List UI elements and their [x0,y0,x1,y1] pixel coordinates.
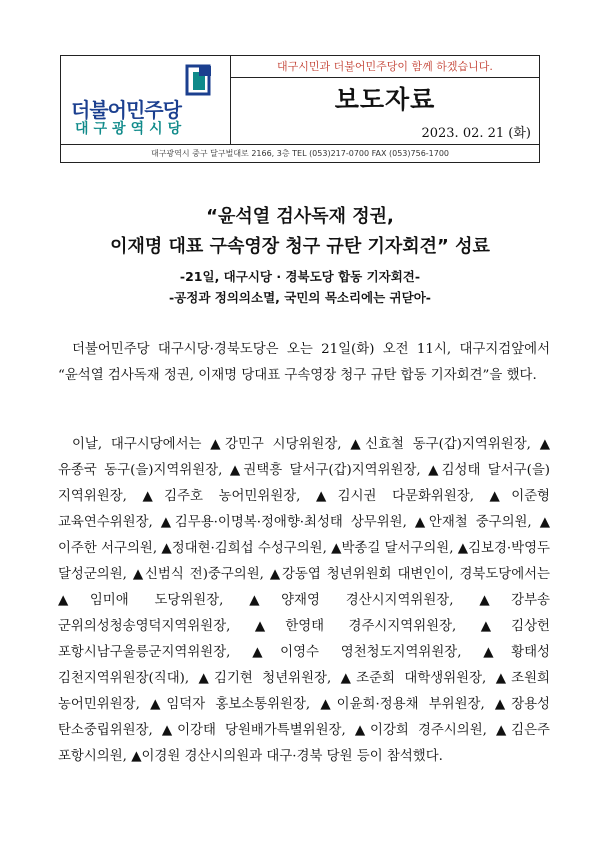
contact-address: 대구광역시 중구 달구벌대로 2166, 3층 TEL (053)217-0700 FAX (053)756-1700 [60,145,540,163]
body-paragraph-1: 더불어민주당 대구시당·경북도당은 오는 21일(화) 오전 11시, 대구지검앞에서 “윤석열 검사독재 정권, 이재명 당대표 구속영장 청구 규탄 합동 기자회견”을 했다. [58,342,550,383]
party-emblem-icon [185,64,213,98]
press-header [60,55,540,145]
logo-branch-name: 대구광역시당 [75,121,187,137]
press-release-title: 보도자료 [334,85,436,114]
logo-party-name: 더불어민주당 [71,98,181,122]
subheadline-2: -공정과 정의의소멸, 국민의 목소리에는 귀닫아- [169,290,431,305]
slogan: 대구시민과 더불어민주당이 함께 하겠습니다. [231,56,539,78]
party-logo [61,56,231,144]
body-paragraph-2: 이날, 대구시당에서는 ▲강민구 시당위원장, ▲신효철 동구(갑)지역위원장, ▲유종국 동구(을)지역위원장, ▲권택흥 달서구(갑)지역위원장, ▲김성태 달서구(을)지역위원장, ▲김주호 농어민위원장, ▲김시권 다문화위원장, ▲이준형 교육연수위원장, ▲김무용·이명복·정애향·최성태 상무위원, ▲안재철 중구의원, ▲이주한 서구의원, ▲정대현·김희섭 수성구의원, ▲박종길 달서구의원, ▲김보경·박영두 달성군의원, ▲신범식 전)중구의원, ▲강동엽 청년위원회 대변인이, 경북도당에서는 ▲임미애 도당위원장, ▲양재영 경산시지역위원장, ▲강부송 군위의성청송영덕지역위원장, ▲한영태 경주시지역위원장, ▲김상헌 포항시남구울릉군지역위원장, ▲이영수 영천청도지역위원장, ▲황태성 김천지역위원장(직대), ▲김기현 청년위원장, ▲조준희 대학생위원장, ▲조원희 농어민위원장, ▲임덕자 홍보소통위원장, ▲이윤희·정용채 부위원장, ▲장용성 탄소중립위원장, ▲이강태 당원배가특별위원장, ▲이강희 경주시의원, ▲김은주 포항시의원, ▲이경원 경산시의원과 대구·경북 당원 등이 참석했다. [58,437,550,764]
headline-line-2: 이재명 대표 구속영장 청구 규탄 기자회견” 성료 [110,236,490,257]
subheadline-1: -21일, 대구시당 · 경북도당 합동 기자회견- [179,269,421,284]
headline-line-1: “윤석열 검사독재 정권, [206,206,394,227]
press-date: 2023. 02. 21 (화) [421,126,531,141]
